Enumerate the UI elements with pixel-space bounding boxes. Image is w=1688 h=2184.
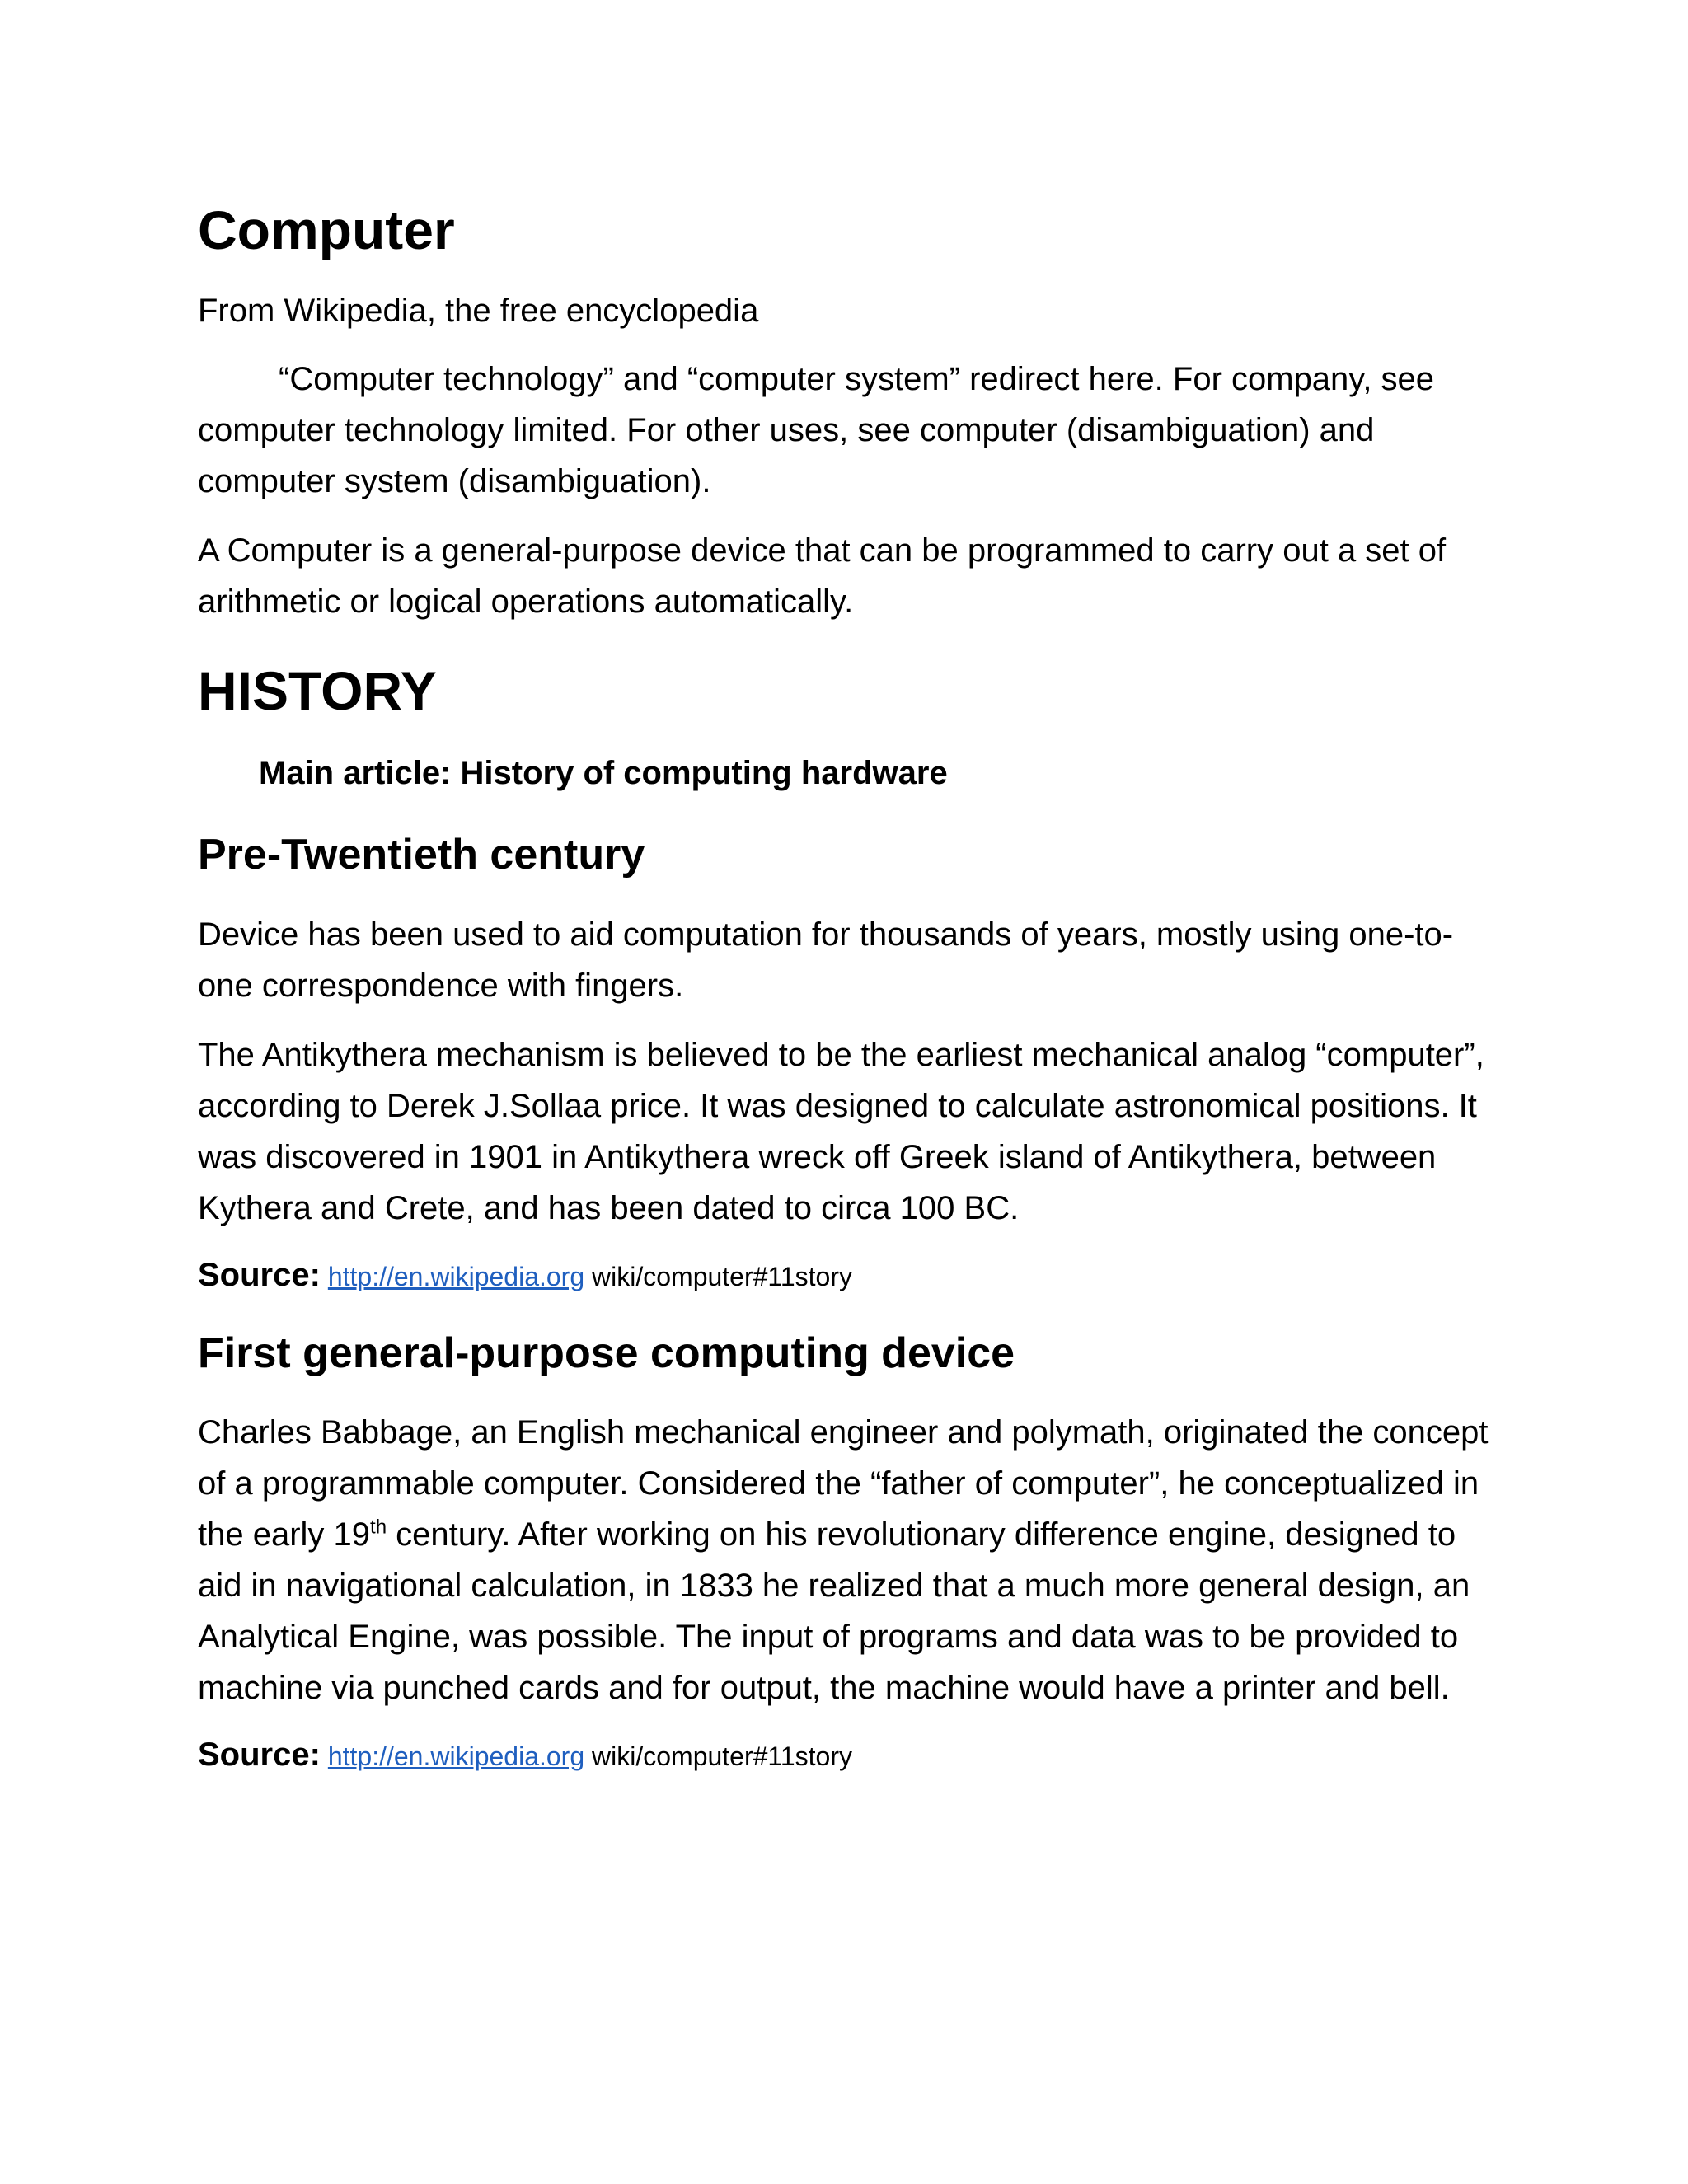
page-subtitle: From Wikipedia, the free encyclopedia — [198, 293, 759, 330]
history-heading: HISTORY — [198, 660, 437, 722]
first-device-text-part1: Charles Babbage, an English mechanical engineer and polymath, originated the concept of a programmable computer. Considered the “father of computer”, he conceptualized in the early 19 — [198, 1414, 1489, 1554]
document-content — [198, 198, 1500, 1807]
source-line-2 — [198, 1732, 1500, 1778]
ordinal-suffix: th — [370, 1516, 387, 1539]
pre-twentieth-heading: Pre-Twentieth century — [198, 831, 645, 879]
source-label: Source: — [198, 1256, 321, 1293]
page-title: Computer — [198, 199, 455, 260]
first-device-text-part2: century. After working on his revolutionary difference engine, designed to aid in navigational calculation, in 1833 he realized that a much more general design, an Analytical Engine, was possible. The input of programs and data was to be provided to machine via punched cards and for output, the machine would have a printer and bell. — [198, 1516, 1470, 1707]
source-link[interactable]: http://en.wikipedia.org — [327, 1741, 585, 1772]
first-device-heading: First general-purpose computing device — [198, 1329, 1015, 1377]
redirect-note: “Computer technology” and “computer system” redirect here. For company, see computer technology limited. For other uses, see computer (disambiguation) and computer system (disambiguation). — [198, 361, 1435, 500]
definition-paragraph: A Computer is a general-purpose device that can be programmed to carry out a set of arithmetic or logical operations automatically. — [198, 532, 1447, 621]
pre-twentieth-paragraph-1: Device has been used to aid computation for thousands of years, mostly using one-to-one correspondence with fingers. — [198, 916, 1454, 1004]
source-link[interactable]: http://en.wikipedia.org — [327, 1261, 585, 1291]
source-path: wiki/computer#11story — [584, 1741, 852, 1772]
source-path: wiki/computer#11story — [584, 1261, 852, 1291]
source-line-1 — [198, 1252, 1500, 1298]
first-device-paragraph — [198, 1407, 1500, 1713]
source-label: Source: — [198, 1736, 321, 1774]
pre-twentieth-paragraph-2: The Antikythera mechanism is believed to be the earliest mechanical analog “computer”, according to Derek J.Sollaa price. It was designed to calculate astronomical positions. It was discovered in 1901 in Antikythera wreck off Greek island of Antikythera, between Kythera and Crete, and has been dated to circa 100 BC. — [198, 1036, 1484, 1226]
main-article-note: Main article: History of computing hardware — [259, 755, 948, 792]
